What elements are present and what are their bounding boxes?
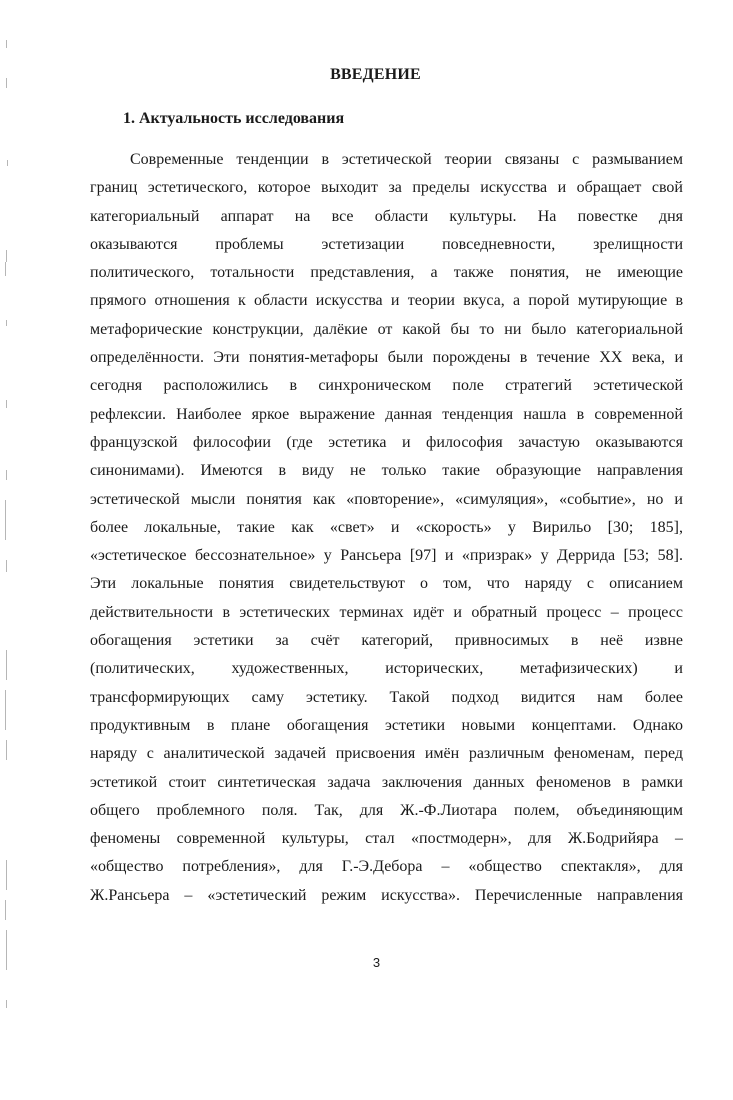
page-number: 3 bbox=[372, 955, 381, 970]
paragraph-line: определённости. Эти понятия-метафоры были порождены в течение ХХ века, и bbox=[90, 349, 683, 367]
paragraph-line: французской философии (где эстетика и философия зачастую оказываются bbox=[90, 433, 683, 451]
paragraph-line: (политических, художественных, исторических, метафизических) и bbox=[90, 660, 683, 678]
paragraph-line: категориальный аппарат на все области культуры. На повестке дня bbox=[90, 207, 683, 225]
paragraph-line: «эстетическое бессознательное» у Рансьера [97] и «призрак» у Деррида [53; 58]. bbox=[90, 547, 683, 565]
paragraph-line: продуктивным в плане обогащения эстетики новыми концептами. Однако bbox=[90, 716, 683, 734]
paragraph-line: более локальные, такие как «свет» и «скорость» у Вирильо [30; 185], bbox=[90, 518, 683, 536]
paragraph-line: сегодня расположились в синхроническом поле стратегий эстетической bbox=[90, 377, 683, 395]
scan-edge-artifacts bbox=[0, 0, 20, 1100]
section-title: 1. Актуальность исследования bbox=[123, 110, 345, 127]
paragraph-line: политического, тотальности представления, а также понятия, не имеющие bbox=[90, 264, 683, 282]
paragraph-line: эстетикой стоит синтетическая задача заключения данных феноменов в рамки bbox=[90, 773, 683, 791]
paragraph-line: Ж.Рансьера – «эстетический режим искусства». Перечисленные направления bbox=[90, 886, 683, 904]
paragraph-line: трансформирующих саму эстетику. Такой подход видится нам более bbox=[90, 688, 683, 706]
paragraph-line: феномены современной культуры, стал «постмодерн», для Ж.Бодрийяра – bbox=[90, 830, 683, 848]
paragraph-line: «общество потребления», для Г.-Э.Дебора – «общество спектакля», для bbox=[90, 858, 683, 876]
paragraph-line: действительности в эстетических терминах идёт и обратный процесс – процесс bbox=[90, 603, 683, 621]
paragraph-line: синонимами). Имеются в виду не только такие образующие направления bbox=[90, 462, 683, 480]
paragraph-line: метафорические конструкции, далёкие от какой бы то ни было категориальной bbox=[90, 320, 683, 338]
paragraph-line: Современные тенденции в эстетической теории связаны с размыванием bbox=[130, 151, 683, 168]
paragraph-line: прямого отношения к области искусства и теории вкуса, а порой мутирующие в bbox=[90, 292, 683, 310]
body-paragraph bbox=[90, 146, 683, 910]
paragraph-line: эстетической мысли понятия как «повторение», «симуляция», «событие», но и bbox=[90, 490, 683, 508]
paragraph-line: общего проблемного поля. Так, для Ж.-Ф.Лиотара полем, объединяющим bbox=[90, 801, 683, 819]
paragraph-line: обогащения эстетики за счёт категорий, привносимых в неё извне bbox=[90, 632, 683, 650]
chapter-heading: ВВЕДЕНИЕ bbox=[330, 66, 421, 83]
paragraph-line: рефлексии. Наиболее яркое выражение данная тенденция нашла в современной bbox=[90, 405, 683, 423]
paragraph-line: наряду с аналитической задачей присвоения имён различным феноменам, перед bbox=[90, 745, 683, 763]
paragraph-line: Эти локальные понятия свидетельствуют о том, что наряду с описанием bbox=[90, 575, 683, 593]
paragraph-line: границ эстетического, которое выходит за пределы искусства и обращает свой bbox=[90, 179, 683, 197]
paragraph-line: оказываются проблемы эстетизации повседневности, зрелищности bbox=[90, 235, 683, 253]
